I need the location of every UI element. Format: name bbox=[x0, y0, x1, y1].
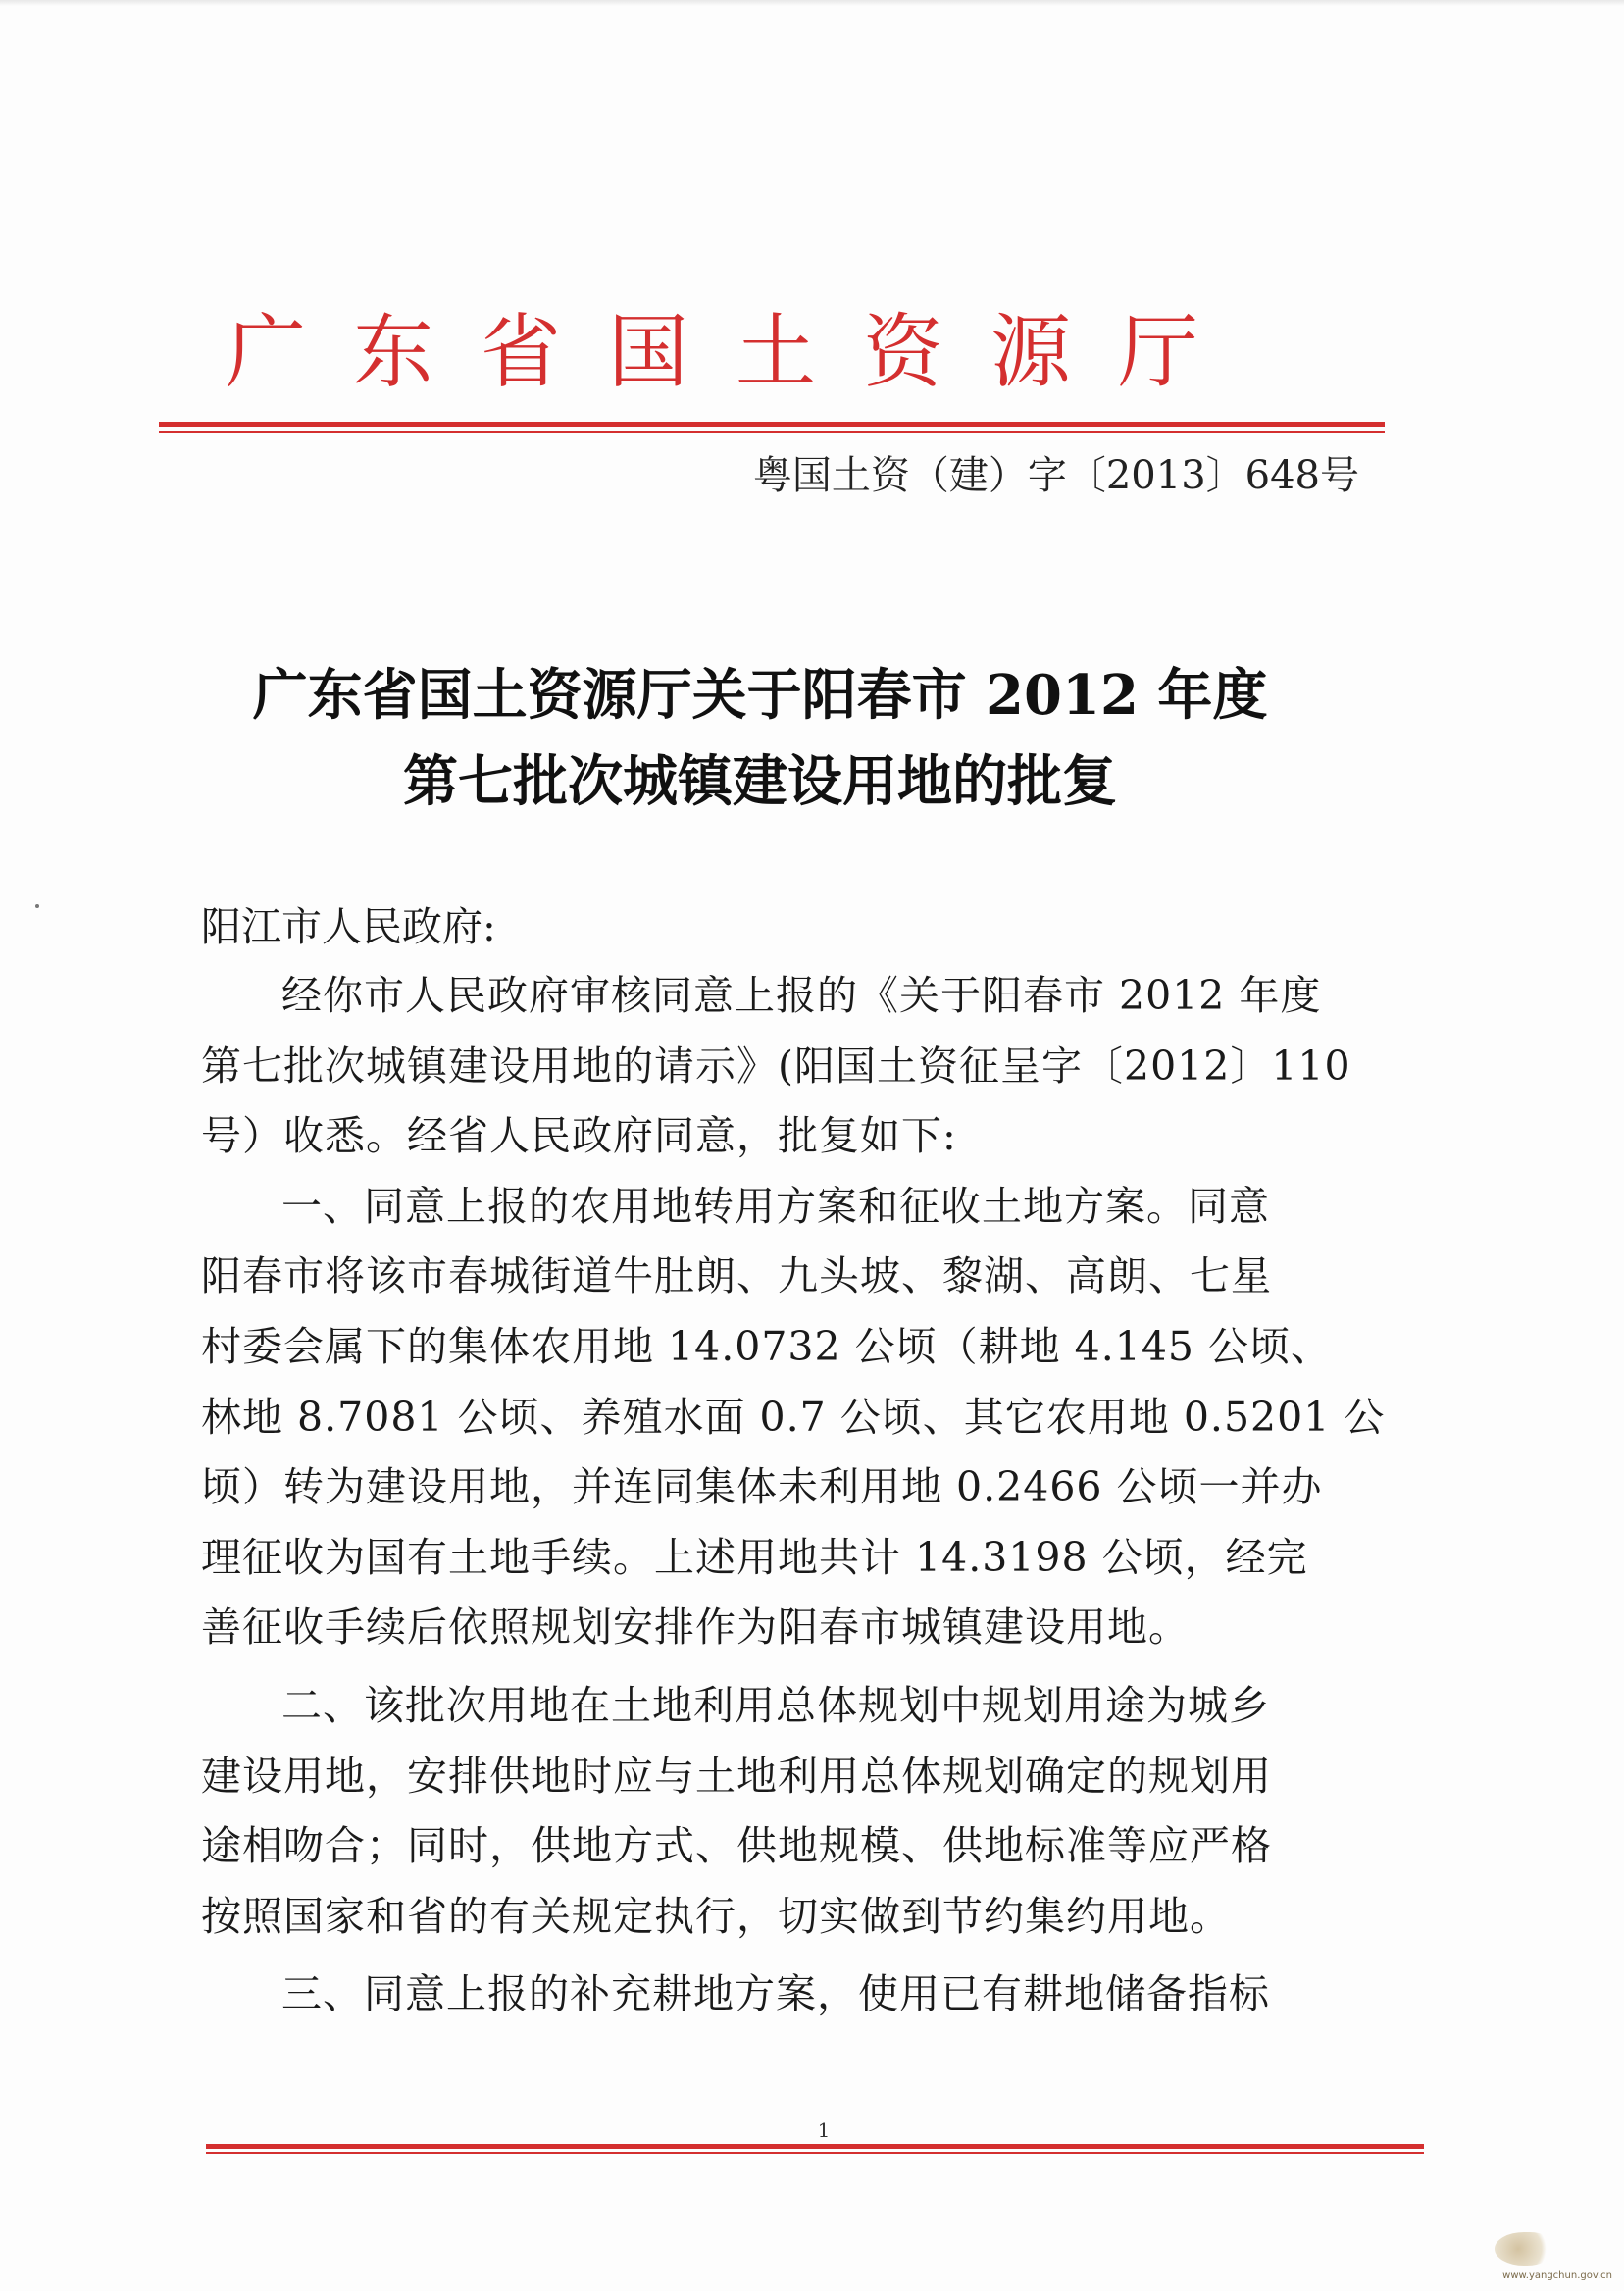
body-text bbox=[201, 961, 1417, 2030]
body-line: 三、同意上报的补充耕地方案，使用已有耕地储备指标 bbox=[281, 1970, 1270, 2018]
body-line: 号）收悉。经省人民政府同意，批复如下: bbox=[201, 1112, 957, 1160]
document-number: 粤国土资（建）字〔2013〕648号 bbox=[752, 453, 1359, 498]
footer-red-rule bbox=[206, 2144, 1424, 2156]
rule-thick-line bbox=[206, 2144, 1424, 2149]
body-line: 按照国家和省的有关规定执行，切实做到节约集约用地。 bbox=[201, 1892, 1231, 1940]
rule-thin-line bbox=[159, 431, 1385, 433]
rule-thick-line bbox=[159, 422, 1385, 427]
body-line: 村委会属下的集体农用地 14.0732 公顷（耕地 4.145 公顷、 bbox=[201, 1322, 1333, 1370]
body-line: 顷）转为建设用地，并连同集体未利用地 0.2466 公顷一并办 bbox=[201, 1463, 1323, 1511]
scan-edge bbox=[0, 0, 1624, 6]
document-title-line-2: 第七批次城镇建设用地的批复 bbox=[403, 749, 1117, 814]
addressee: 阳江市人民政府: bbox=[201, 903, 496, 950]
body-line: 林地 8.7081 公顷、养殖水面 0.7 公顷、其它农用地 0.5201 公 bbox=[201, 1393, 1386, 1441]
page-number: 1 bbox=[817, 2118, 831, 2142]
watermark-url: www.yangchun.gov.cn bbox=[1502, 2270, 1612, 2281]
body-line: 经你市人民政府审核同意上报的《关于阳春市 2012 年度 bbox=[281, 972, 1322, 1019]
body-line: 善征收手续后依照规划安排作为阳春市城镇建设用地。 bbox=[201, 1604, 1190, 1652]
site-watermark bbox=[1495, 2232, 1612, 2281]
body-line: 途相吻合；同时，供地方式、供地规模、供地标准等应严格 bbox=[201, 1822, 1272, 1870]
scan-speck bbox=[35, 904, 39, 908]
document-title bbox=[147, 652, 1373, 825]
body-line: 建设用地，安排供地时应与土地利用总体规划确定的规划用 bbox=[201, 1752, 1272, 1800]
document-title-line-1: 广东省国土资源厅关于阳春市 2012 年度 bbox=[252, 663, 1268, 728]
issuing-organization: 广东省国土资源厅 bbox=[225, 306, 1245, 399]
watermark-logo bbox=[1495, 2232, 1553, 2266]
header-red-rule bbox=[159, 422, 1385, 435]
body-line: 理征收为国有土地手续。上述用地共计 14.3198 公顷，经完 bbox=[201, 1533, 1308, 1581]
body-line: 二、该批次用地在土地利用总体规划中规划用途为城乡 bbox=[281, 1681, 1270, 1729]
body-line: 第七批次城镇建设用地的请示》(阳国土资征呈字〔2012〕110 bbox=[201, 1042, 1351, 1090]
body-line: 阳春市将该市春城街道牛肚朗、九头坡、黎湖、高朗、七星 bbox=[201, 1252, 1272, 1300]
rule-thin-line bbox=[206, 2152, 1424, 2154]
body-line: 一、同意上报的农用地转用方案和征收土地方案。同意 bbox=[281, 1182, 1270, 1230]
